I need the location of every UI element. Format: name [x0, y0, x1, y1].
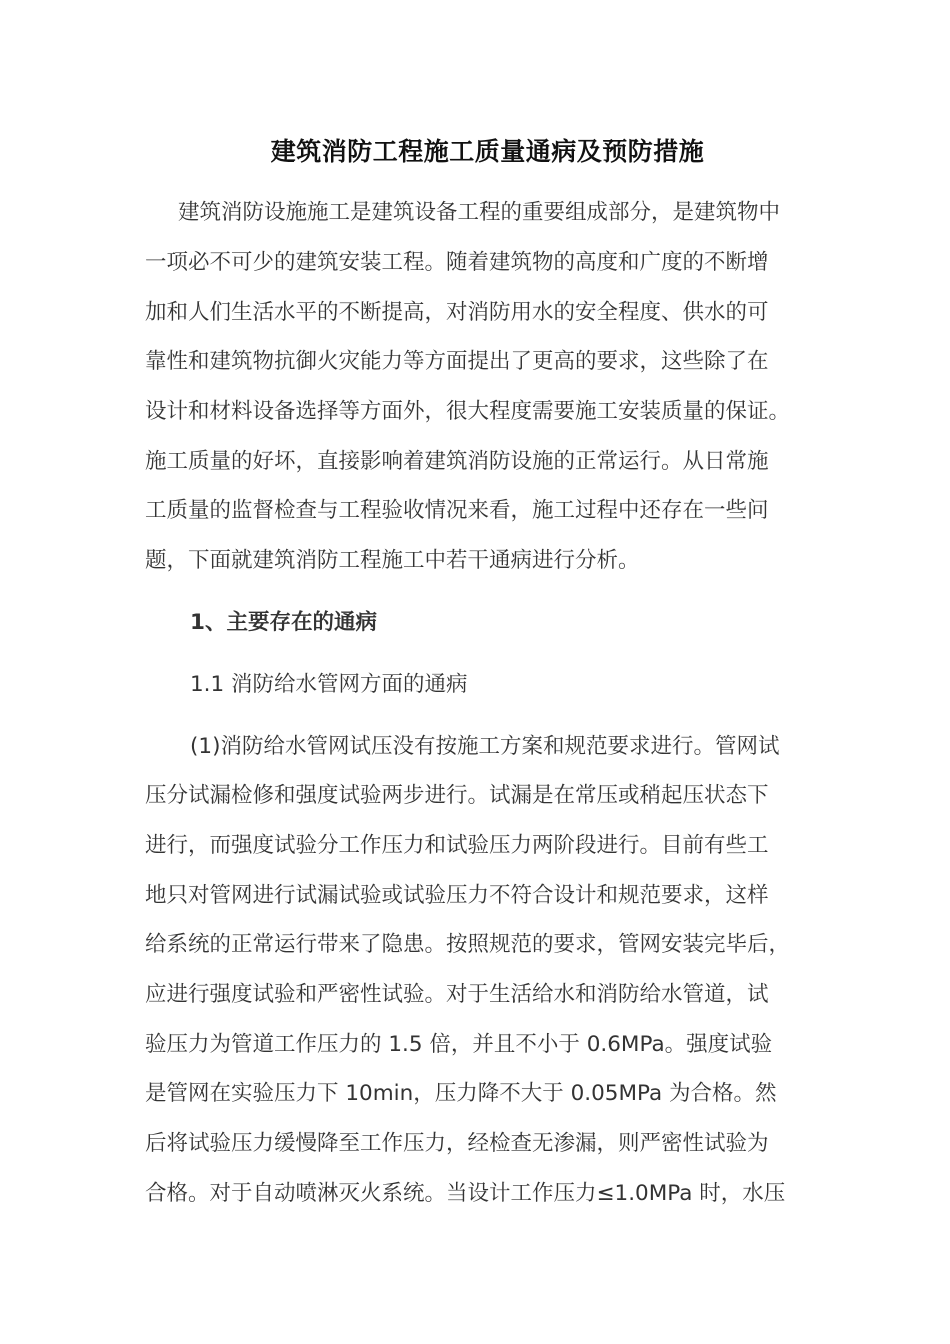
- paragraph-line: 是管网在实验压力下 10min，压力降不大于 0.05MPa 为合格。然: [145, 1081, 777, 1106]
- paragraph-line: 工质量的监督检查与工程验收情况来看，施工过程中还存在一些问: [145, 498, 769, 523]
- paragraph-line: 给系统的正常运行带来了隐患。按照规范的要求，管网安装完毕后，: [145, 932, 791, 957]
- paragraph-line: 设计和材料设备选择等方面外，很大程度需要施工安装质量的保证。: [145, 399, 791, 424]
- paragraph-line: 建筑消防设施施工是建筑设备工程的重要组成部分，是建筑物中: [178, 200, 781, 225]
- paragraph-line: 靠性和建筑物抗御火灾能力等方面提出了更高的要求，这些除了在: [145, 349, 769, 374]
- paragraph-line: 一项必不可少的建筑安装工程。随着建筑物的高度和广度的不断增: [145, 250, 769, 275]
- paragraph-line: 施工质量的好坏，直接影响着建筑消防设施的正常运行。从日常施: [145, 449, 769, 474]
- paragraph-line: 加和人们生活水平的不断提高，对消防用水的安全程度、供水的可: [145, 300, 769, 325]
- paragraph-line: 后将试验压力缓慢降至工作压力，经检查无渗漏，则严密性试验为: [145, 1131, 769, 1156]
- paragraph-line: 压分试漏检修和强度试验两步进行。试漏是在常压或稍起压状态下: [145, 783, 769, 808]
- paragraph-line: 验压力为管道工作压力的 1.5 倍，并且不小于 0.6MPa。强度试验: [145, 1032, 773, 1057]
- document-title: 建筑消防工程施工质量通病及预防措施: [270, 137, 705, 166]
- paragraph-line: 地只对管网进行试漏试验或试验压力不符合设计和规范要求，这样: [145, 883, 769, 908]
- subsection-heading: 1.1 消防给水管网方面的通病: [190, 672, 468, 697]
- section-heading: 1、主要存在的通病: [190, 610, 377, 635]
- paragraph-line: (1)消防给水管网试压没有按施工方案和规范要求进行。管网试: [190, 734, 780, 759]
- paragraph-line: 进行，而强度试验分工作压力和试验压力两阶段进行。目前有些工: [145, 833, 769, 858]
- paragraph-line: 应进行强度试验和严密性试验。对于生活给水和消防给水管道，试: [145, 982, 769, 1007]
- paragraph-line: 合格。对于自动喷淋灭火系统。当设计工作压力≤1.0MPa 时，水压: [145, 1181, 786, 1206]
- paragraph-line: 题，下面就建筑消防工程施工中若干通病进行分析。: [145, 548, 640, 573]
